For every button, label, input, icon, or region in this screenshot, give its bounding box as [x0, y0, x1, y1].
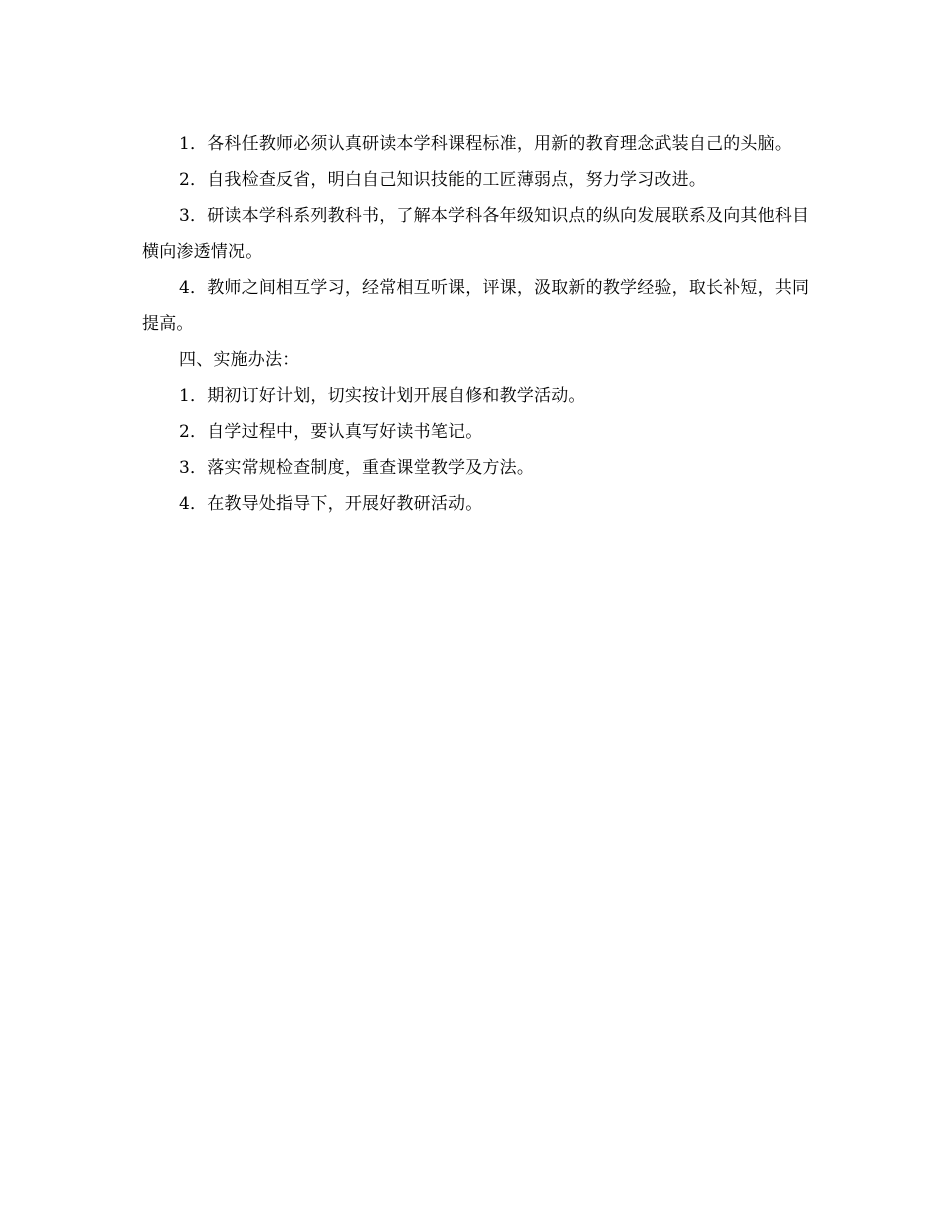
paragraph-method-3: 3．落实常规检查制度，重查课堂教学及方法。 [179, 458, 535, 478]
paragraph-goal-3: 3．研读本学科系列教科书，了解本学科各年级知识点的纵向发展联系及向其他科目横向渗透情况。 [142, 206, 810, 262]
paragraph-method-2: 2．自学过程中，要认真写好读书笔记。 [179, 422, 483, 442]
section-heading-implementation: 四、实施办法： [179, 350, 300, 370]
paragraph-goal-4: 4．教师之间相互学习，经常相互听课，评课，汲取新的教学经验，取长补短，共同提高。 [142, 278, 810, 334]
paragraph-goal-2: 2．自我检查反省，明白自己知识技能的工匠薄弱点，努力学习改进。 [179, 170, 707, 190]
paragraph-goal-1: 1．各科任教师必须认真研读本学科课程标准，用新的教育理念武装自己的头脑。 [179, 134, 793, 154]
paragraph-method-1: 1．期初订好计划，切实按计划开展自修和教学活动。 [179, 386, 586, 406]
document-body [142, 126, 810, 522]
paragraph-method-4: 4．在教导处指导下，开展好教研活动。 [179, 494, 483, 514]
